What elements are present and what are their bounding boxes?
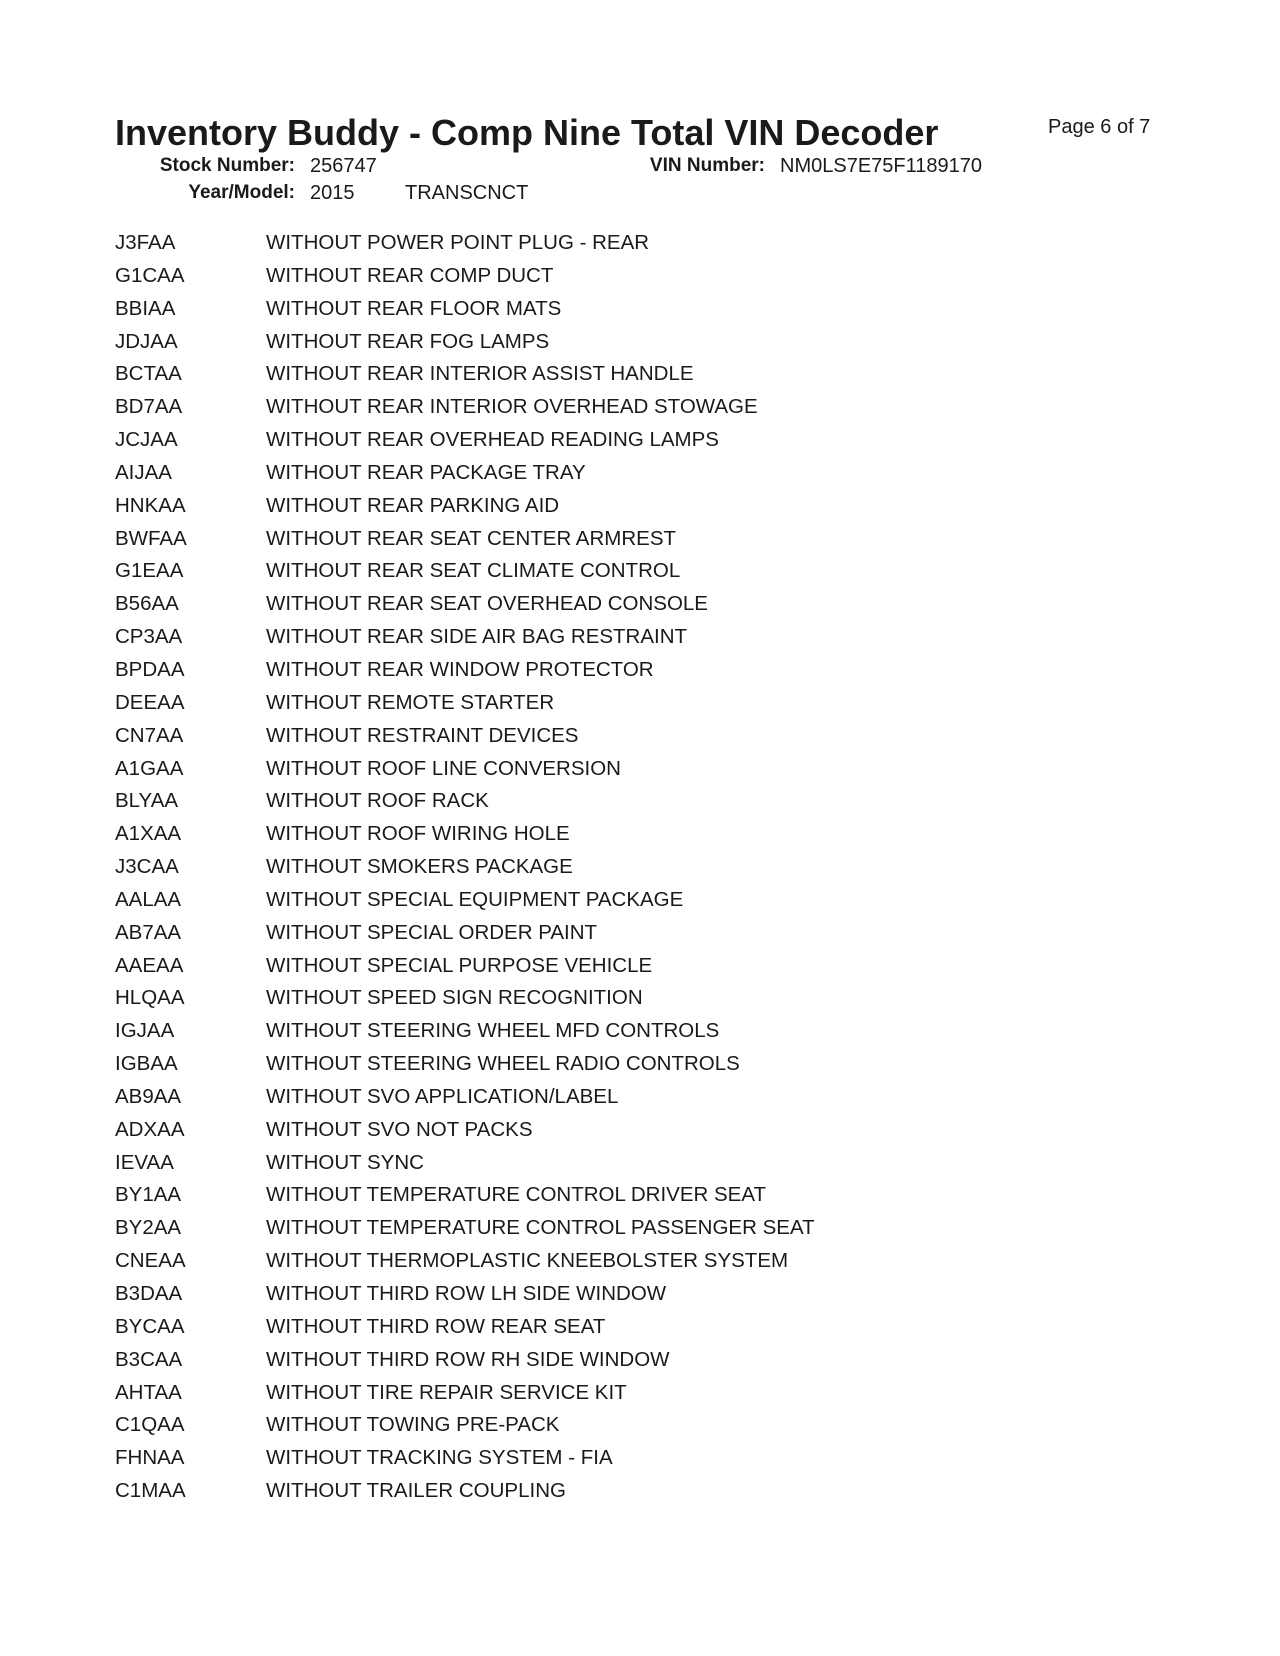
option-description: WITHOUT TOWING PRE-PACK xyxy=(266,1413,560,1437)
option-description: WITHOUT RESTRAINT DEVICES xyxy=(266,723,579,747)
option-code: IGBAA xyxy=(115,1052,178,1076)
list-item xyxy=(115,262,1115,295)
option-description: WITHOUT REAR PARKING AID xyxy=(266,493,560,517)
list-item xyxy=(115,722,1115,755)
option-description: WITHOUT TEMPERATURE CONTROL PASSENGER SEAT xyxy=(266,1216,815,1240)
list-item xyxy=(115,886,1115,919)
list-item xyxy=(115,1411,1115,1444)
option-description: WITHOUT SPECIAL EQUIPMENT PACKAGE xyxy=(266,887,684,911)
option-description: WITHOUT TIRE REPAIR SERVICE KIT xyxy=(266,1380,627,1404)
option-description: WITHOUT STEERING WHEEL MFD CONTROLS xyxy=(266,1019,720,1043)
option-description: WITHOUT SPEED SIGN RECOGNITION xyxy=(266,986,643,1010)
list-item xyxy=(115,229,1115,262)
option-description: WITHOUT THIRD ROW RH SIDE WINDOW xyxy=(266,1347,670,1371)
vin-number-value: NM0LS7E75F1189170 xyxy=(780,155,982,177)
option-description: WITHOUT ROOF LINE CONVERSION xyxy=(266,756,621,780)
list-item xyxy=(115,952,1115,985)
option-description: WITHOUT POWER POINT PLUG - REAR xyxy=(266,231,650,254)
option-description: WITHOUT SMOKERS PACKAGE xyxy=(266,855,573,879)
list-item xyxy=(115,1214,1115,1247)
option-description: WITHOUT REAR PACKAGE TRAY xyxy=(266,460,586,484)
option-code: BPDAA xyxy=(115,657,185,681)
option-description: WITHOUT REAR FOG LAMPS xyxy=(266,329,550,353)
list-item xyxy=(115,590,1115,623)
option-description: WITHOUT TRAILER COUPLING xyxy=(266,1479,566,1503)
option-code: HLQAA xyxy=(115,986,185,1010)
vin-number-label: VIN Number: xyxy=(649,155,765,176)
option-description: WITHOUT REAR FLOOR MATS xyxy=(266,296,562,320)
option-code: ADXAA xyxy=(115,1117,185,1141)
option-code: DEEAA xyxy=(115,690,185,714)
option-description: WITHOUT REAR SIDE AIR BAG RESTRAINT xyxy=(266,625,688,649)
option-code: G1CAA xyxy=(115,263,185,287)
option-code: A1XAA xyxy=(115,822,182,846)
option-code: CNEAA xyxy=(115,1249,186,1273)
list-item xyxy=(115,426,1115,459)
option-code: C1MAA xyxy=(115,1479,186,1503)
list-item xyxy=(115,1149,1115,1182)
list-item xyxy=(115,1280,1115,1313)
option-code: C1QAA xyxy=(115,1413,185,1437)
list-item xyxy=(115,1313,1115,1346)
option-description: WITHOUT TRACKING SYSTEM - FIA xyxy=(266,1446,613,1470)
list-item xyxy=(115,1116,1115,1149)
list-item xyxy=(115,984,1115,1017)
option-description: WITHOUT TEMPERATURE CONTROL DRIVER SEAT xyxy=(266,1183,767,1207)
option-description: WITHOUT REAR SEAT OVERHEAD CONSOLE xyxy=(266,592,708,616)
option-code: CP3AA xyxy=(115,625,183,649)
option-code: AB9AA xyxy=(115,1084,182,1108)
option-code: BY1AA xyxy=(115,1183,182,1207)
option-description: WITHOUT ROOF RACK xyxy=(266,789,489,813)
list-item xyxy=(115,393,1115,426)
option-code: A1GAA xyxy=(115,756,184,780)
option-description: WITHOUT THERMOPLASTIC KNEEBOLSTER SYSTEM xyxy=(266,1249,789,1273)
option-description: WITHOUT REAR COMP DUCT xyxy=(266,263,554,287)
option-code: B56AA xyxy=(115,592,179,616)
option-description: WITHOUT REAR SEAT CENTER ARMREST xyxy=(266,526,677,550)
stock-number-value: 256747 xyxy=(310,155,377,177)
list-item xyxy=(115,525,1115,558)
option-code: B3DAA xyxy=(115,1282,183,1305)
list-item xyxy=(115,755,1115,788)
list-item xyxy=(115,1379,1115,1412)
list-item xyxy=(115,557,1115,590)
list-item xyxy=(115,853,1115,886)
list-item xyxy=(115,1477,1115,1510)
stock-number-label: Stock Number: xyxy=(159,155,295,176)
option-description: WITHOUT REMOTE STARTER xyxy=(266,690,555,714)
option-code-list xyxy=(115,229,1115,1510)
page-number: Page 6 of 7 xyxy=(1048,116,1151,138)
list-item xyxy=(115,689,1115,722)
option-description: WITHOUT SVO APPLICATION/LABEL xyxy=(266,1084,619,1108)
option-code: IEVAA xyxy=(115,1150,174,1174)
option-description: WITHOUT REAR INTERIOR OVERHEAD STOWAGE xyxy=(266,395,758,419)
list-item xyxy=(115,820,1115,853)
list-item xyxy=(115,919,1115,952)
option-code: BBIAA xyxy=(115,296,176,320)
list-item xyxy=(115,1017,1115,1050)
list-item xyxy=(115,492,1115,525)
option-code: JCJAA xyxy=(115,428,178,452)
option-code: JDJAA xyxy=(115,329,178,353)
list-item xyxy=(115,459,1115,492)
list-item xyxy=(115,623,1115,656)
option-code: J3CAA xyxy=(115,855,179,879)
option-description: WITHOUT REAR WINDOW PROTECTOR xyxy=(266,657,654,681)
list-item xyxy=(115,1444,1115,1477)
year-model-label: Year/Model: xyxy=(188,182,295,203)
page-title: Inventory Buddy - Comp Nine Total VIN Decoder xyxy=(115,112,939,153)
option-description: WITHOUT SVO NOT PACKS xyxy=(266,1117,533,1141)
option-code: AALAA xyxy=(115,887,182,911)
option-description: WITHOUT SYNC xyxy=(266,1150,424,1174)
list-item xyxy=(115,328,1115,361)
list-item xyxy=(115,1181,1115,1214)
option-code: IGJAA xyxy=(115,1019,175,1043)
option-code: G1EAA xyxy=(115,559,184,583)
option-description: WITHOUT SPECIAL PURPOSE VEHICLE xyxy=(266,953,653,977)
option-code: BYCAA xyxy=(115,1314,185,1338)
option-code: B3CAA xyxy=(115,1347,183,1371)
option-description: WITHOUT STEERING WHEEL RADIO CONTROLS xyxy=(266,1052,740,1076)
list-item xyxy=(115,295,1115,328)
year-value: 2015 xyxy=(310,182,355,204)
option-code: AB7AA xyxy=(115,920,182,944)
option-description: WITHOUT SPECIAL ORDER PAINT xyxy=(266,920,598,944)
option-description: WITHOUT THIRD ROW REAR SEAT xyxy=(266,1314,606,1338)
option-code: BCTAA xyxy=(115,362,182,386)
option-code: BLYAA xyxy=(115,789,179,813)
list-item xyxy=(115,656,1115,689)
option-code: BWFAA xyxy=(115,526,187,550)
option-code: CN7AA xyxy=(115,723,184,747)
option-description: WITHOUT REAR OVERHEAD READING LAMPS xyxy=(266,428,719,452)
option-code: BD7AA xyxy=(115,395,183,419)
list-item xyxy=(115,1247,1115,1280)
option-code: AAEAA xyxy=(115,953,184,977)
option-code: AHTAA xyxy=(115,1380,182,1404)
option-description: WITHOUT REAR INTERIOR ASSIST HANDLE xyxy=(266,362,694,386)
option-code: J3FAA xyxy=(115,231,176,254)
list-item xyxy=(115,1050,1115,1083)
list-item xyxy=(115,1346,1115,1379)
list-item xyxy=(115,360,1115,393)
option-description: WITHOUT ROOF WIRING HOLE xyxy=(266,822,570,846)
option-code: HNKAA xyxy=(115,493,186,517)
option-code: BY2AA xyxy=(115,1216,182,1240)
list-item xyxy=(115,787,1115,820)
list-item xyxy=(115,1083,1115,1116)
option-description: WITHOUT THIRD ROW LH SIDE WINDOW xyxy=(266,1282,667,1305)
option-description: WITHOUT REAR SEAT CLIMATE CONTROL xyxy=(266,559,681,583)
option-code: FHNAA xyxy=(115,1446,185,1470)
model-value: TRANSCNCT xyxy=(405,182,529,204)
option-code: AIJAA xyxy=(115,460,172,484)
